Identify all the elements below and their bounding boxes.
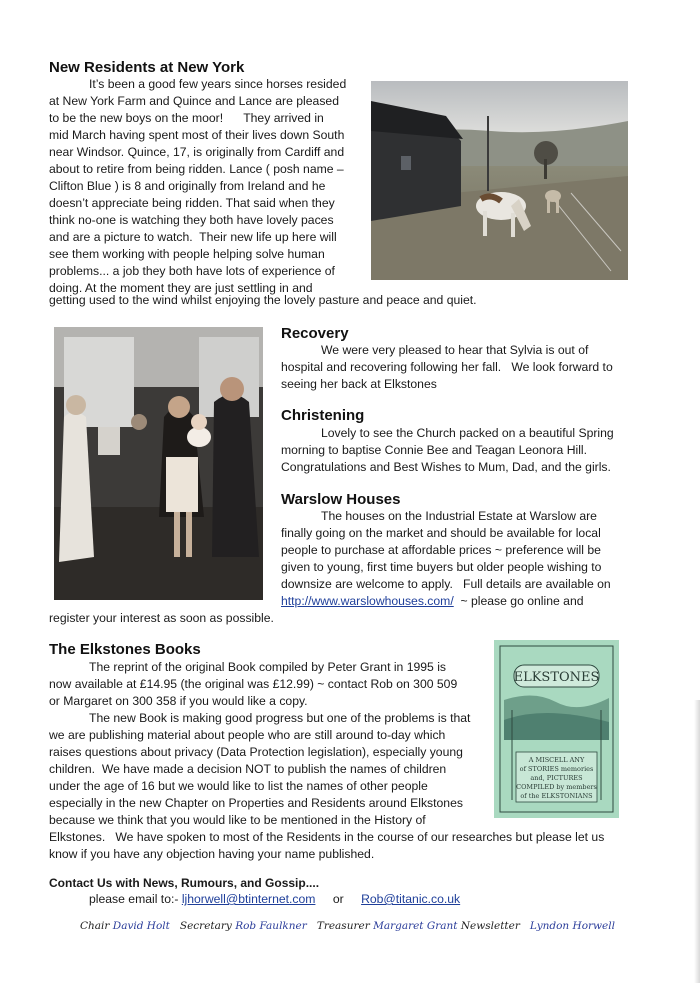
text-line: seeing her back at Elkstones: [281, 377, 437, 391]
treasurer-label: Treasurer: [316, 920, 370, 932]
book-cover-subtitle-line: A MISCELL ANY: [528, 756, 585, 764]
recovery-body: [281, 342, 641, 393]
text-line: We were very pleased to hear that Sylvia is out of: [321, 343, 589, 357]
new-residents-last-line: getting used to the wind whilst enjoying the lovely pasture and peace and quiet.: [49, 293, 477, 307]
text-line: raises questions about privacy (Data Protection legislation), especially young: [49, 745, 463, 759]
text-line: finally going on the market and should be available for local: [281, 526, 601, 540]
text-line: think no-one is watching they both have lovely paces: [49, 213, 334, 227]
contact-prefix: please email to:-: [89, 892, 179, 906]
text-line: downsize are welcome to apply. Full details are available on: [281, 577, 611, 591]
text-line: about to retire from being ridden. Lance ( posh name –: [49, 162, 344, 176]
newsletter-name: Lyndon Horwell: [529, 920, 615, 932]
text-line: given to young, first time buyers but older people wishing to: [281, 560, 602, 574]
text-line: Lovely to see the Church packed on a beautiful Spring: [321, 426, 614, 440]
email-link-2[interactable]: Rob@titanic.co.uk: [361, 892, 461, 906]
treasurer-name: Margaret Grant: [373, 920, 458, 932]
secretary-name: Rob Faulkner: [235, 920, 307, 932]
text-line: doing. At the moment they are just settling in and: [49, 281, 313, 295]
text-line: The houses on the Industrial Estate at Warslow are: [321, 509, 597, 523]
warslow-link[interactable]: http://www.warslowhouses.com/: [281, 594, 454, 608]
text-line: or Margaret on 300 358 if you would like a copy.: [49, 694, 308, 708]
text-line: problems... a job they both have lots of experience of: [49, 264, 335, 278]
text-line: The new Book is making good progress but one of the problems is that: [89, 711, 471, 725]
contact-or: or: [332, 892, 344, 906]
text-line: see them working with people helping solve human: [49, 247, 325, 261]
contact-heading: Contact Us with News, Rumours, and Gossip....: [49, 876, 320, 890]
horses-photo: [371, 81, 628, 280]
text-line: and are a picture to watch. Their new life up here will: [49, 230, 337, 244]
text-line: Congratulations and Best Wishes to Mum, Dad, and the girls.: [281, 460, 611, 474]
text-line: to be the new boys on the moor! They arrived in: [49, 111, 324, 125]
warslow-last-line: register your interest as soon as possible.: [49, 611, 274, 625]
text-line: now available at £14.95 (the original was £12.99) ~ contact Rob on 300 509: [49, 677, 458, 691]
text-line: The reprint of the original Book compiled by Peter Grant in 1995 is: [89, 660, 447, 674]
books-title: The Elkstones Books: [49, 641, 201, 658]
email-link-1[interactable]: ljhorwell@btinternet.com: [181, 892, 316, 906]
text-line: doesn’t appreciate being ridden. That said when they: [49, 196, 335, 210]
chair-name: David Holt: [112, 920, 170, 932]
text-line: we are publishing material about people who are still around to-day which: [49, 728, 446, 742]
text-line: near Windsor. Quince, 17, is originally from Cardiff and: [49, 145, 345, 159]
text-line: children. We have made a decision NOT to publish the names of children: [49, 762, 447, 776]
book-cover-subtitle-line: of STORIES memories: [519, 765, 594, 773]
new-residents-title: New Residents at New York: [49, 59, 245, 76]
committee-footer: [80, 920, 615, 932]
christening-body: [281, 425, 641, 476]
text-line: hospital and recovering following her fall. We look forward to: [281, 360, 613, 374]
text-line: know if you have any objection having your name published.: [49, 847, 375, 861]
elkstones-book-cover: [494, 640, 619, 818]
recovery-title: Recovery: [281, 325, 349, 342]
text-line: people to purchase at affordable prices ~ preference will be: [281, 543, 601, 557]
book-cover-subtitle-line: of the ELKSTONIANS: [520, 792, 593, 800]
warslow-link-line: [281, 593, 661, 610]
text-line: morning to baptise Connie Bee and Teagan Leonora Hill.: [281, 443, 588, 457]
christening-photo: [54, 327, 263, 600]
text-line: mid March having spent most of their lives down South: [49, 128, 345, 142]
newsletter-label: Newsletter: [460, 920, 520, 932]
warslow-title: Warslow Houses: [281, 491, 401, 508]
text-line: at New York Farm and Quince and Lance are pleased: [49, 94, 339, 108]
text-line: especially in the new Chapter on Properties and Residents around Elkstones: [49, 796, 463, 810]
warslow-after-link: ~ please go online and: [453, 594, 584, 608]
christening-title: Christening: [281, 407, 365, 424]
book-cover-title: ELKSTONES: [513, 670, 600, 685]
scan-edge-shadow: [694, 700, 700, 983]
chair-label: Chair: [80, 920, 110, 932]
book-cover-subtitle-line: and, PICTURES: [530, 774, 583, 782]
text-line: under the age of 16 but we would like to list the names of other people: [49, 779, 428, 793]
new-residents-body: [49, 76, 369, 297]
text-line: because we think that you would like to be mentioned in the History of: [49, 813, 426, 827]
text-line: Clifton Blue ) is 8 and originally from Ireland and he: [49, 179, 326, 193]
book-cover-subtitle-line: COMPILED by members: [516, 783, 597, 791]
warslow-body: [281, 508, 651, 593]
secretary-label: Secretary: [179, 920, 232, 932]
contact-line: [89, 891, 460, 908]
text-line: It’s been a good few years since horses resided: [89, 77, 347, 91]
text-line: Elkstones. We have spoken to most of the Residents in the course of our researches but please let us: [49, 830, 605, 844]
